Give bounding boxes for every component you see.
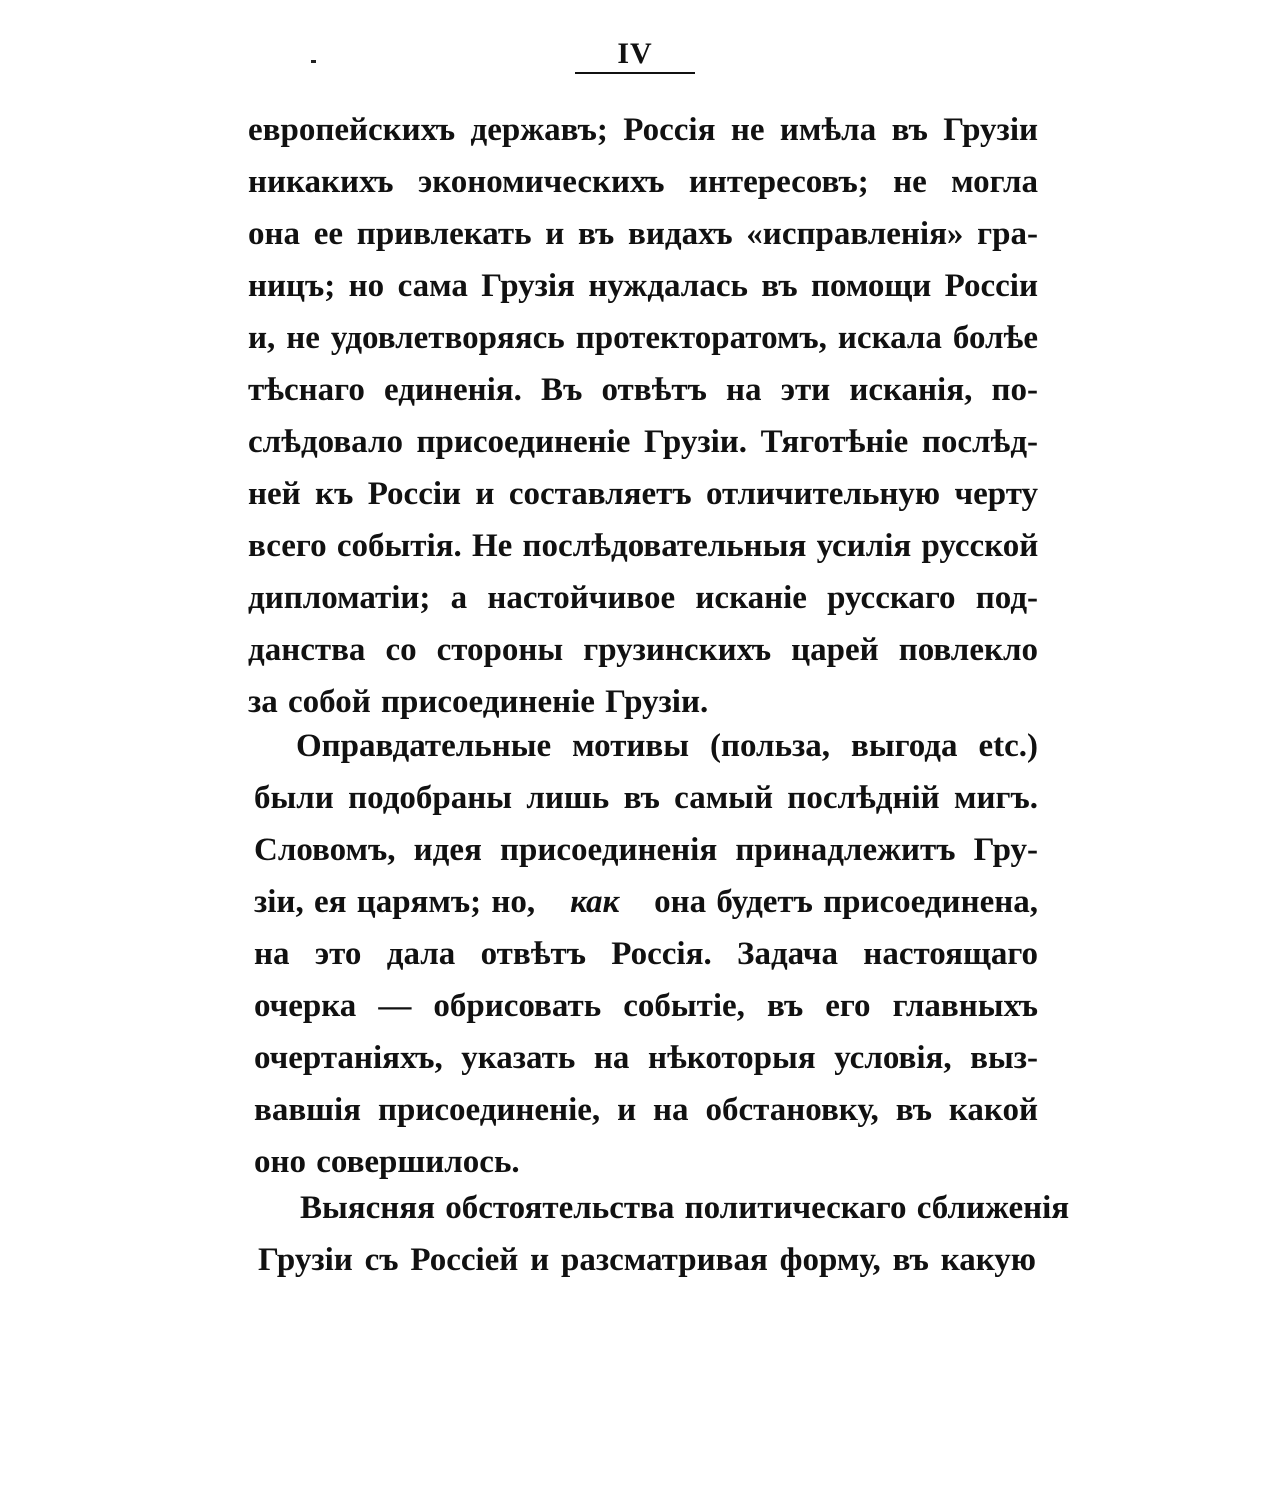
text-segment: зіи, ея царямъ; но,: [254, 884, 536, 920]
text-line: Выясняя обстоятельства политическаго сближенія: [300, 1190, 1070, 1226]
text-line: Словомъ, идея присоединенія принадлежитъ Гру-: [254, 832, 1038, 868]
text-line: всего событія. Не послѣдовательныя усилія русской: [248, 528, 1039, 564]
text-line: [254, 876, 1038, 928]
text-line: и, не удовлетворяясь протекторатомъ, искала болѣе: [248, 320, 1038, 356]
text-line: Грузіи съ Россіей и разсматривая форму, въ какую: [258, 1242, 1036, 1278]
text-line: ней къ Россіи и составляетъ отличительную черту: [248, 476, 1038, 512]
text-line: европейскихъ державъ; Россія не имѣла въ Грузіи: [248, 112, 1038, 148]
text-line: ницъ; но сама Грузія нуждалась въ помощи Россіи: [248, 268, 1038, 304]
paragraph-1: [248, 104, 1038, 728]
text-line: очерка — обрисовать событіе, въ его главныхъ: [254, 988, 1038, 1024]
text-line: за собой присоединеніе Грузіи.: [248, 684, 709, 720]
italic-word: как: [570, 884, 620, 920]
header-rule: [575, 72, 695, 74]
text-line: слѣдовало присоединеніе Грузіи. Тяготѣніе послѣд-: [248, 424, 1038, 460]
text-line: данства со стороны грузинскихъ царей повлекло: [248, 632, 1038, 668]
paragraph-2: [254, 720, 1038, 1188]
text-line: дипломатіи; а настойчивое исканіе русскаго под-: [248, 580, 1038, 616]
text-line: никакихъ экономическихъ интересовъ; не могла: [248, 164, 1038, 200]
text-line: были подобраны лишь въ самый послѣдній мигъ.: [254, 780, 1038, 816]
paragraph-3: [258, 1182, 1070, 1286]
text-line: оно совершилось.: [254, 1144, 520, 1180]
text-line: Оправдательные мотивы (польза, выгода etc.): [296, 728, 1038, 764]
text-segment: она будетъ присоединена,: [654, 884, 1038, 920]
page-number: IV: [617, 37, 653, 70]
text-line: вавшія присоединеніе, и на обстановку, въ какой: [254, 1092, 1038, 1128]
text-line: очертаніяхъ, указать на нѣкоторыя условія, выз-: [254, 1040, 1038, 1076]
text-line: тѣснаго единенія. Въ отвѣтъ на эти исканія, по-: [248, 372, 1038, 408]
ink-speck: [311, 60, 316, 63]
text-line: она ее привлекать и въ видахъ «исправленія» гра-: [248, 216, 1038, 252]
text-line: на это дала отвѣтъ Россія. Задача настоящаго: [254, 936, 1038, 972]
